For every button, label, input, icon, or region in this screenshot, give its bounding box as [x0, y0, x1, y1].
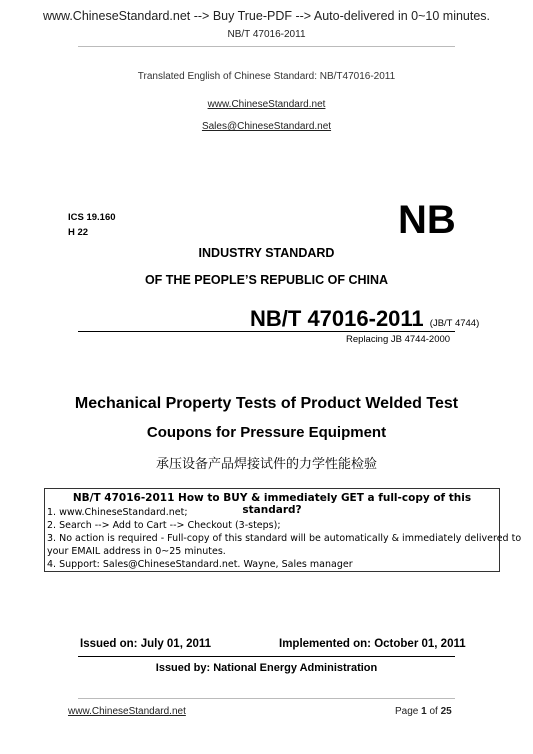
buy-step-4: 4. Support: Sales@ChineseStandard.net. Wayne, Sales manager [47, 559, 353, 570]
header-divider [78, 46, 455, 47]
email-link[interactable]: Sales@ChineseStandard.net [201, 121, 332, 132]
website-link[interactable]: www.ChineseStandard.net [207, 99, 326, 110]
buy-box [44, 488, 522, 572]
page-label: Page [395, 706, 422, 717]
buy-box-heading: NB/T 47016-2011 How to BUY & immediately GET a full-copy of this standard? [72, 492, 472, 516]
buy-step-1: 1. www.ChineseStandard.net; [47, 507, 188, 518]
page-indicator [395, 706, 452, 717]
footer-divider [78, 698, 455, 699]
page-total: 25 [440, 706, 452, 717]
title-en-line2: Coupons for Pressure Equipment [146, 424, 387, 441]
translation-note: Translated English of Chinese Standard: NB/T47016-2011 [137, 71, 396, 82]
buy-step-2: 2. Search --> Add to Cart --> Checkout (3-steps); [47, 520, 281, 531]
page-current: 1 [421, 706, 427, 717]
issued-date: Issued on: July 01, 2011 [80, 638, 212, 650]
translation-website-row [0, 94, 533, 112]
title-cn: 承压设备产品焊接试件的力学性能检验 [155, 457, 377, 472]
buy-step-3: 3. No action is required - Full-copy of this standard will be automatically & immediately delivered to [47, 533, 522, 544]
header-banner: www.ChineseStandard.net --> Buy True-PDF --> Auto-delivered in 0~10 minutes. [42, 9, 491, 23]
implemented-date: Implemented on: October 01, 2011 [279, 638, 466, 650]
page-of: of [426, 706, 441, 717]
ics-code: ICS 19.160 [68, 212, 116, 223]
country-label: OF THE PEOPLE’S REPUBLIC OF CHINA [144, 273, 389, 287]
ccs-code: H 22 [68, 227, 89, 238]
nb-mark: NB [398, 198, 456, 242]
translation-email-row [0, 116, 533, 134]
footer-website-link[interactable]: www.ChineseStandard.net [68, 706, 186, 717]
standard-number: NB/T 47016-2011 [250, 306, 424, 331]
standard-number-row [250, 306, 479, 332]
buy-step-3-cont: your EMAIL address in 0~25 minutes. [47, 546, 226, 557]
title-en-line1: Mechanical Property Tests of Product Welded Test [74, 395, 459, 412]
alt-standard-number: (JB/T 4744) [429, 318, 480, 329]
industry-standard-label: INDUSTRY STANDARD [198, 246, 335, 260]
header-doc-code: NB/T 47016-2011 [227, 29, 306, 40]
dates-divider [78, 656, 455, 657]
standard-divider [78, 331, 455, 332]
issued-by: Issued by: National Energy Administration [155, 662, 378, 674]
replacing-note: Replacing JB 4744-2000 [346, 334, 451, 345]
